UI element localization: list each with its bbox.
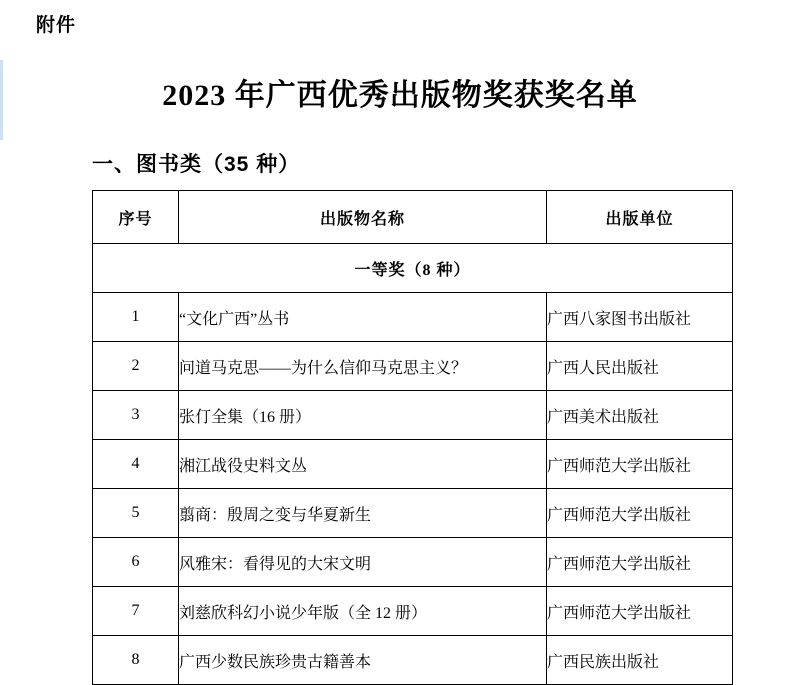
row-name: 广西少数民族珍贵古籍善本 bbox=[179, 636, 547, 685]
page-title: 2023 年广西优秀出版物奖获奖名单 bbox=[162, 79, 638, 112]
row-publisher: 广西美术出版社 bbox=[547, 391, 733, 440]
section-heading: 一、图书类（35 种） bbox=[92, 153, 301, 176]
table-row bbox=[93, 489, 733, 538]
row-seq: 8 bbox=[93, 636, 179, 685]
row-publisher: 广西师范大学出版社 bbox=[547, 538, 733, 587]
table-row bbox=[93, 440, 733, 489]
row-seq: 1 bbox=[93, 293, 179, 342]
row-seq: 5 bbox=[93, 489, 179, 538]
row-publisher: 广西师范大学出版社 bbox=[547, 587, 733, 636]
table-row bbox=[93, 342, 733, 391]
table-row bbox=[93, 587, 733, 636]
row-seq: 4 bbox=[93, 440, 179, 489]
row-seq: 7 bbox=[93, 587, 179, 636]
row-seq: 3 bbox=[93, 391, 179, 440]
row-name: 湘江战役史料文丛 bbox=[179, 440, 547, 489]
row-name: 张仃全集（16 册） bbox=[179, 391, 547, 440]
column-header-seq: 序号 bbox=[93, 191, 179, 244]
row-publisher: 广西民族出版社 bbox=[547, 636, 733, 685]
row-publisher: 广西八家图书出版社 bbox=[547, 293, 733, 342]
award-list-table bbox=[92, 190, 733, 685]
row-name: 问道马克思——为什么信仰马克思主义？ bbox=[179, 342, 547, 391]
table-header-row bbox=[93, 191, 733, 244]
table-row bbox=[93, 293, 733, 342]
row-name: “文化广西”丛书 bbox=[179, 293, 547, 342]
row-seq: 2 bbox=[93, 342, 179, 391]
attachment-label: 附件 bbox=[36, 15, 77, 36]
table-row bbox=[93, 391, 733, 440]
award-group-row bbox=[93, 244, 733, 293]
row-seq: 6 bbox=[93, 538, 179, 587]
row-name: 刘慈欣科幻小说少年版（全 12 册） bbox=[179, 587, 547, 636]
award-group-label: 一等奖（8 种） bbox=[93, 244, 733, 293]
table-row bbox=[93, 538, 733, 587]
row-publisher: 广西师范大学出版社 bbox=[547, 489, 733, 538]
column-header-name: 出版物名称 bbox=[179, 191, 547, 244]
column-header-publisher: 出版单位 bbox=[547, 191, 733, 244]
row-name: 翦商：殷周之变与华夏新生 bbox=[179, 489, 547, 538]
row-name: 风雅宋：看得见的大宋文明 bbox=[179, 538, 547, 587]
table-row bbox=[93, 636, 733, 685]
row-publisher: 广西师范大学出版社 bbox=[547, 440, 733, 489]
row-publisher: 广西人民出版社 bbox=[547, 342, 733, 391]
